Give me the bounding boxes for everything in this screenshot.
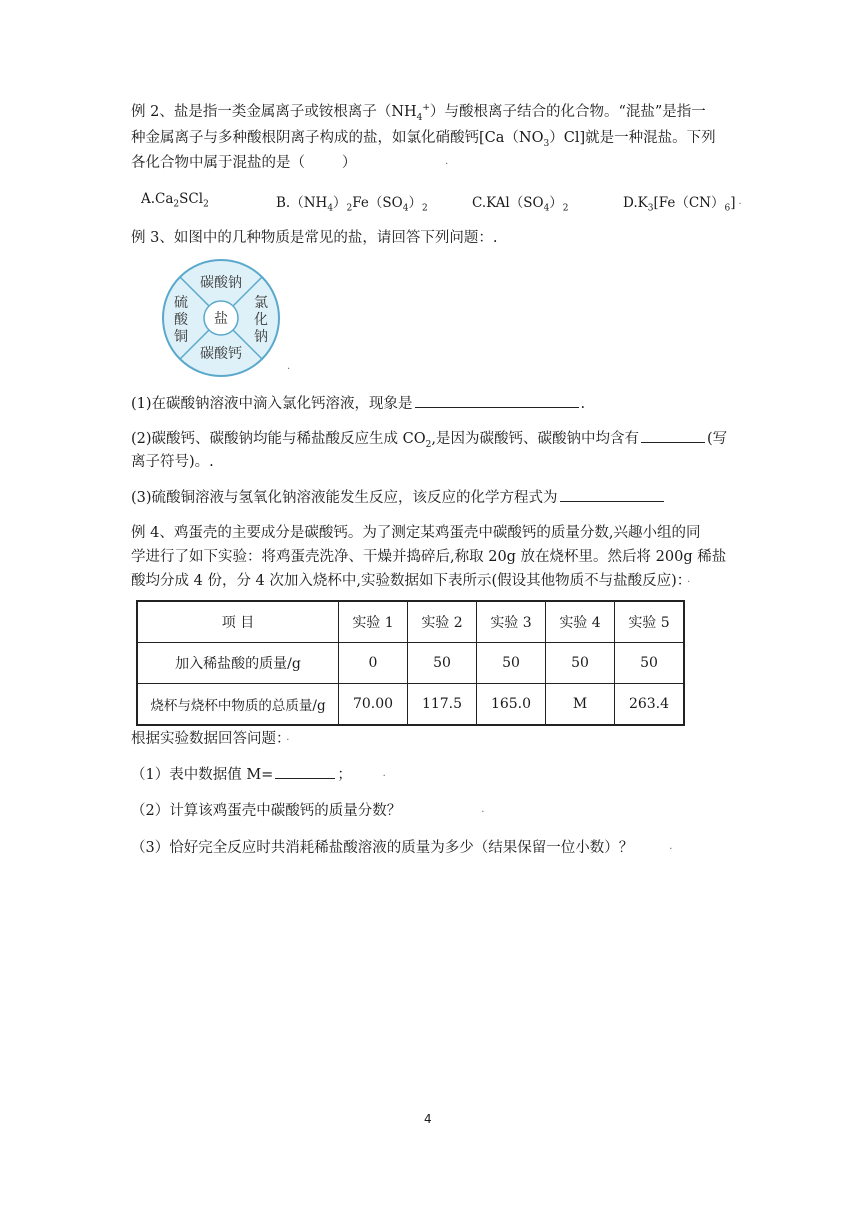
- table-cell: 实验 5: [615, 601, 685, 643]
- ex2-line-1: 例 2、盐是指一类金属离子或铵根离子$(NH_4^+)$与酸根离子结合的化合物。“混盐”是指一: [131, 103, 706, 123]
- ex4-line-3: 酸均分成 4 份，分 4 次加入烧杯中,实验数据如下表所示(假设其他物质不与盐酸反应)： ·: [131, 573, 691, 589]
- ex3-question-2-cont: 离子符号)。.: [131, 454, 214, 470]
- ex2-line-3: 各化合物中属于混盐的是（ ） ·: [131, 155, 449, 171]
- answer-blank-2: [641, 428, 705, 443]
- table-cell: 实验 3: [477, 601, 546, 643]
- answer-blank-3: [560, 487, 664, 502]
- table-cell: 70.00: [339, 684, 408, 726]
- diagram-right-label-3: 钠: [254, 329, 268, 345]
- diagram-right-label-1: 氯: [254, 295, 268, 311]
- table-cell: 50: [546, 643, 615, 684]
- option-a: $A.Ca_2SCl_2$: [141, 191, 209, 210]
- table-cell: 项 目: [137, 601, 339, 643]
- experiment-data-table: [136, 600, 685, 726]
- salt-wheel-diagram: [161, 258, 281, 378]
- table-row: [137, 684, 684, 726]
- option-d: $D.K_3[Fe(CN)_6]$ ·: [623, 195, 742, 214]
- option-c: $C.KAl(SO_4)_2$: [472, 195, 569, 214]
- table-cell: 实验 1: [339, 601, 408, 643]
- ex2-line-2: 种金属离子与多种酸根阴离子构成的盐，如氯化硝酸钙$[Ca(NO_3)Cl]$就是一种混盐。下列: [131, 130, 716, 149]
- diagram-top-label: 碳酸钠: [200, 275, 242, 291]
- ex3-question-3: (3)硫酸铜溶液与氢氧化钠溶液能发生反应，该反应的化学方程式为: [131, 487, 666, 508]
- table-cell: 烧杯与烧杯中物质的总质量/g: [137, 684, 339, 726]
- ex4-line-2: 学进行了如下实验：将鸡蛋壳洗净、干燥并捣碎后,称取 20g 放在烧杯里。然后将 200g 稀盐: [131, 549, 727, 565]
- table-cell: 加入稀盐酸的质量/g: [137, 643, 339, 684]
- diagram-center-label: 盐: [214, 311, 228, 327]
- table-cell: 实验 4: [546, 601, 615, 643]
- table-cell: 0: [339, 643, 408, 684]
- ex4-question-1: （1）表中数据值 M= ； ·: [131, 764, 386, 787]
- table-cell: 165.0: [477, 684, 546, 726]
- ex4-line-1: 例 4、鸡蛋壳的主要成分是碳酸钙。为了测定某鸡蛋壳中碳酸钙的质量分数,兴趣小组的同: [131, 525, 701, 541]
- table-header-row: [137, 601, 684, 643]
- table-cell: M: [546, 684, 615, 726]
- table-cell: 117.5: [408, 684, 477, 726]
- diagram-left-label-1: 硫: [174, 295, 188, 311]
- ex4-question-2: （2）计算该鸡蛋壳中碳酸钙的质量分数？ ·: [131, 803, 485, 819]
- table-cell: 50: [615, 643, 685, 684]
- ex3-question-2: (2)碳酸钙、碳酸钠均能与稀盐酸反应生成 $CO_2$,是因为碳酸钙、碳酸钠中均含有 (写: [131, 428, 727, 449]
- diagram-left-label-3: 铜: [174, 329, 188, 345]
- option-b: $B.(NH_4)_2Fe(SO_4)_2$: [276, 195, 428, 214]
- table-cell: 263.4: [615, 684, 685, 726]
- ex4-question-3: （3）恰好完全反应时共消耗稀盐酸溶液的质量为多少（结果保留一位小数）？ ·: [131, 840, 673, 856]
- ex3-intro: 例 3、如图中的几种物质是常见的盐，请回答下列问题：.: [131, 230, 498, 246]
- table-cell: 实验 2: [408, 601, 477, 643]
- answer-blank-m: [275, 764, 335, 779]
- table-cell: 50: [408, 643, 477, 684]
- ex3-question-1: (1)在碳酸钠溶液中滴入氯化钙溶液，现象是 .: [131, 393, 585, 414]
- diagram-left-label-2: 酸: [174, 312, 188, 328]
- table-row: [137, 643, 684, 684]
- table-cell: 50: [477, 643, 546, 684]
- page-number: 4: [424, 1112, 432, 1126]
- answer-blank-1: [415, 393, 579, 408]
- ex4-after-table: 根据实验数据回答问题： ·: [131, 731, 290, 747]
- diagram-bottom-label: 碳酸钙: [200, 346, 242, 362]
- diagram-right-label-2: 化: [254, 312, 268, 328]
